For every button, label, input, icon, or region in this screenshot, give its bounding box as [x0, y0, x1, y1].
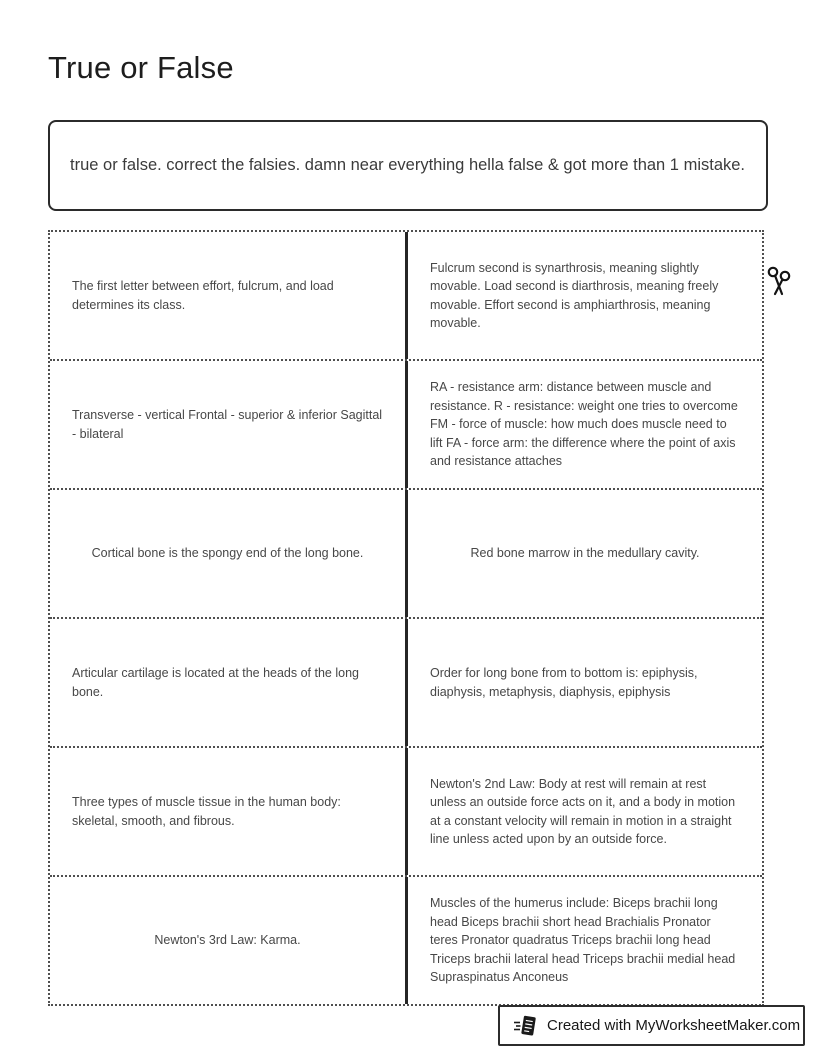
- card-text: Order for long bone from to bottom is: epiphysis, diaphysis, metaphysis, diaphysis, epiphysis: [430, 666, 698, 699]
- card-cell: [50, 877, 408, 1004]
- card-text: Articular cartilage is located at the heads of the long bone.: [72, 666, 359, 699]
- card-cell: [50, 748, 408, 875]
- card-text: Newton's 2nd Law: Body at rest will remain at rest unless an outside force acts on it, and a body in motion at a constant velocity will remain in motion in a straight line unless acted upon by an outside force.: [430, 776, 736, 846]
- footer-credit-badge[interactable]: [498, 1005, 805, 1046]
- card-cell: [408, 490, 762, 617]
- card-text: The first letter between effort, fulcrum, and load determines its class.: [72, 279, 334, 312]
- card-grid: [48, 230, 764, 1006]
- instructions-text: true or false. correct the falsies. damn near everything hella false & got more than 1 mistake.: [70, 156, 746, 174]
- myworksheetmaker-logo-icon: [513, 1013, 538, 1039]
- card-text: Muscles of the humerus include: Biceps brachii long head Biceps brachii short head Brachialis Pronator teres Pronator quadratus Triceps brachii long head Triceps brachii lateral head Triceps brachii medial head Supraspinatus Anconeus: [430, 896, 736, 985]
- card-text: Newton's 3rd Law: Karma.: [154, 933, 301, 948]
- card-text: Transverse - vertical Frontal - superior & inferior Sagittal - bilateral: [72, 408, 383, 441]
- card-row-5: [50, 748, 762, 877]
- card-text: Fulcrum second is synarthrosis, meaning slightly movable. Load second is diarthrosis, meaning freely movable. Effort second is amphiarthrosis, meaning movable.: [430, 260, 719, 330]
- card-text: Red bone marrow in the medullary cavity.: [470, 546, 700, 561]
- card-row-3: [50, 490, 762, 619]
- card-row-1: [50, 232, 762, 361]
- card-cell: [50, 490, 408, 617]
- scissors-icon: [765, 263, 793, 301]
- card-row-4: [50, 619, 762, 748]
- card-cell: [408, 619, 762, 746]
- card-text: Cortical bone is the spongy end of the long bone.: [91, 546, 364, 561]
- card-cell: [50, 232, 408, 359]
- card-cell: [50, 361, 408, 488]
- card-row-2: [50, 361, 762, 490]
- card-cell: [408, 361, 762, 488]
- card-cell: [50, 619, 408, 746]
- card-row-6: [50, 877, 762, 1004]
- card-cell: [408, 877, 762, 1004]
- page-title: True or False: [48, 50, 234, 85]
- card-cell: [408, 232, 762, 359]
- card-text: RA - resistance arm: distance between muscle and resistance. R - resistance: weight one tries to overcome FM - force of muscle: how much does muscle need to lift FA - force arm: the difference where the point of axis and resistance attaches: [430, 380, 738, 469]
- card-text: Three types of muscle tissue in the human body: skeletal, smooth, and fibrous.: [72, 795, 341, 828]
- footer-credit-text: Created with MyWorksheetMaker.com: [547, 1017, 801, 1034]
- instructions-box: [48, 120, 768, 211]
- card-cell: [408, 748, 762, 875]
